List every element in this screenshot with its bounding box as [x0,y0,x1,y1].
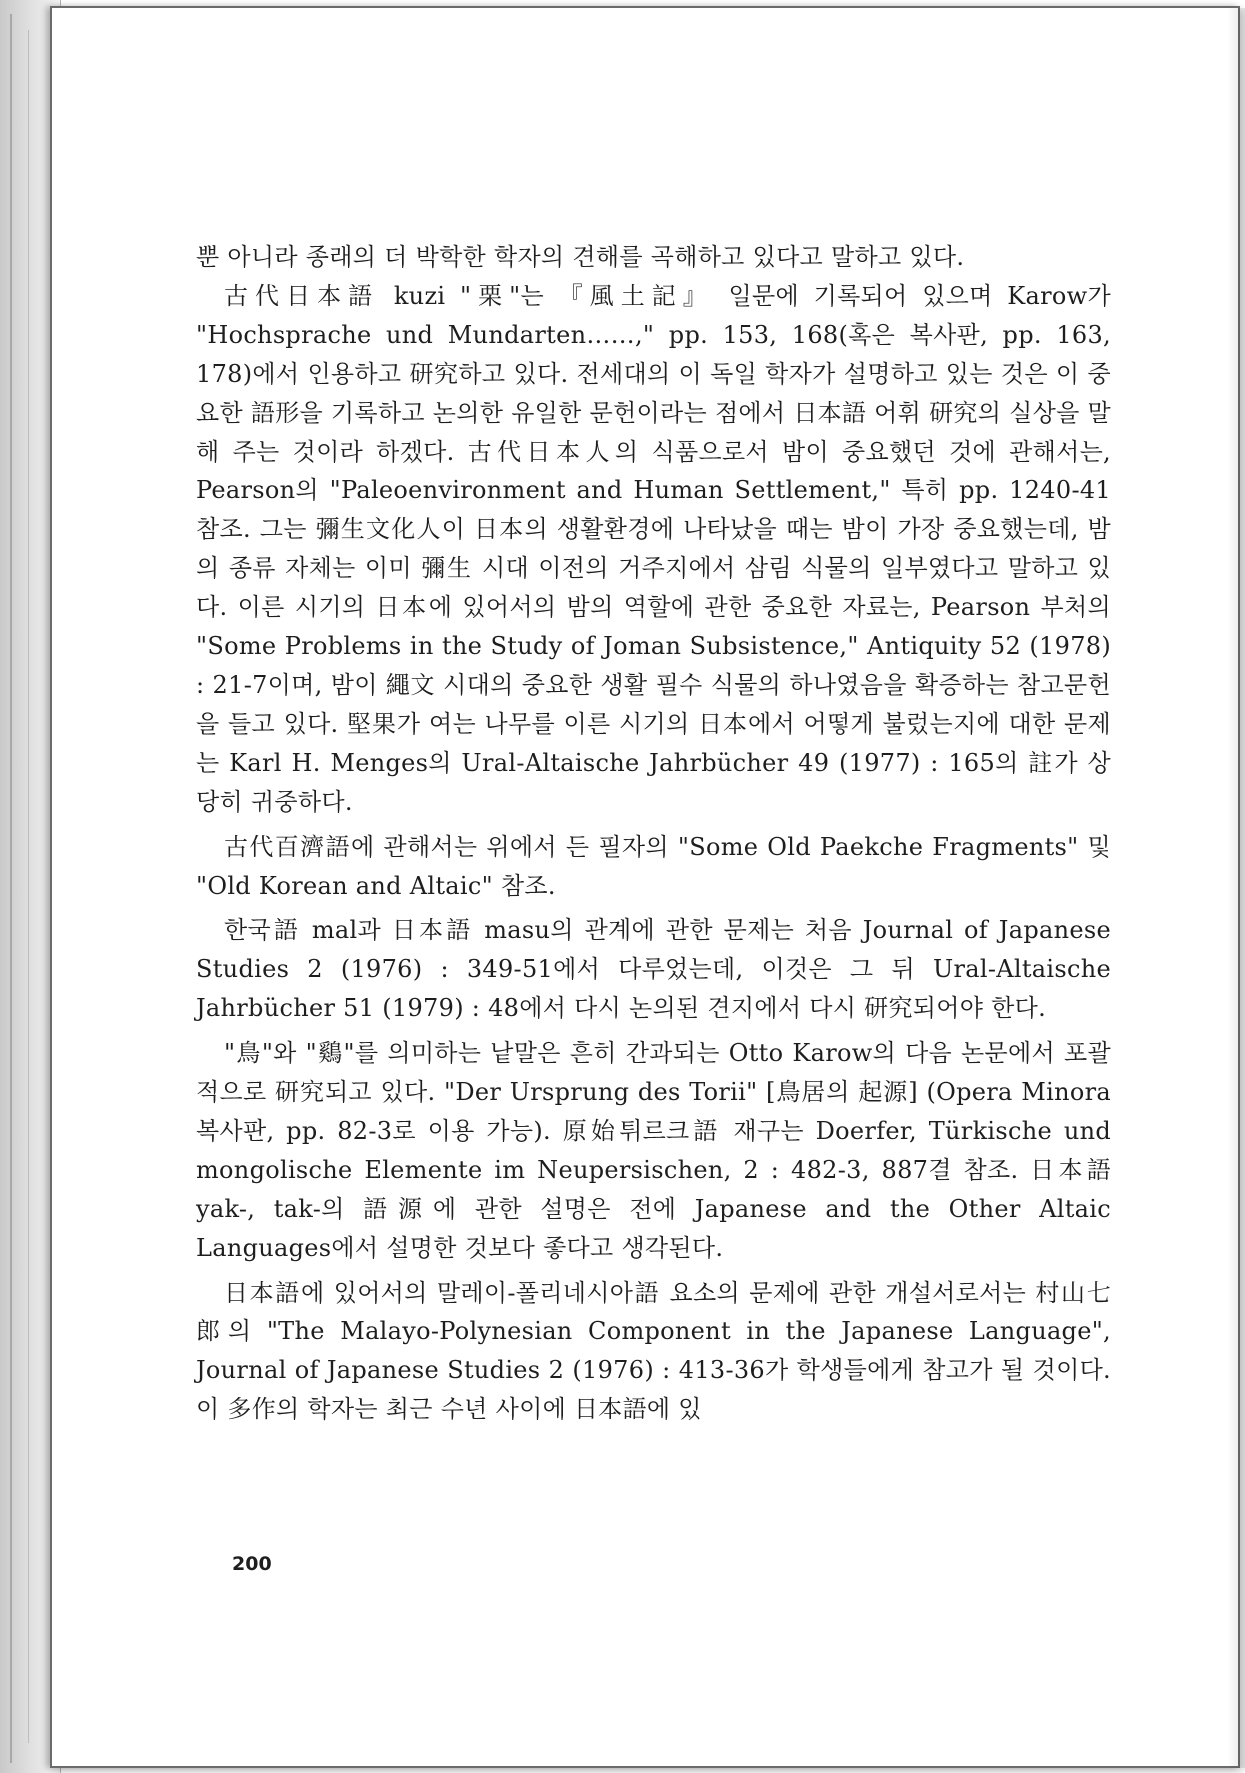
page-number: 200 [232,1553,272,1575]
page-edge-shadow [1227,8,1245,1768]
paragraph: 한국語 mal과 日本語 masu의 관계에 관한 문제는 처음 Journal of Japanese Studies 2 (1976) : 349-51에서 다루었는데, 이것은 그 뒤 Ural-Altaische Jahrbücher 51 (1979) : 48에서 다시 논의된 견지에서 다시 研究되어야 한다. [196,916,1111,1023]
paragraph: 古代百濟語에 관해서는 위에서 든 필자의 "Some Old Paekche Fragments" 및 "Old Korean and Altaic" 참조. [196,832,1111,900]
paragraph: 日本語에 있어서의 말레이-폴리네시아語 요소의 문제에 관한 개설서로서는 村山七郎의 "The Malayo-Polynesian Component in the Japanese Language", Journal of Japanese Studies 2 (1976) : 413-36가 학생들에게 참고가 될 것이다. 이 多作의 학자는 최근 수년 사이에 日本語에 있 [196,1278,1111,1424]
paragraph: 뿐 아니라 종래의 더 박학한 학자의 견해를 곡해하고 있다고 말하고 있다. [196,243,965,271]
paragraph: 古代日本語 kuzi "栗"는 『風土記』 일문에 기록되어 있으며 Karow가 "Hochsprache und Mundarten……," pp. 153, 168(혹은 복사판, pp. 163, 178)에서 인용하고 研究하고 있다. 전세대의 이 독일 학자가 설명하고 있는 것은 이 중요한 語形을 기록하고 논의한 유일한 문헌이라는 점에서 日本語 어휘 研究의 실상을 말해 주는 것이라 하겠다. 古代日本人의 식품으로서 밤이 중요했던 것에 관해서는, Pearson의 "Paleoenvironment and Human Settlement," 특히 pp. 1240-41 참조. 그는 彌生文化人이 日本의 생활환경에 나타났을 때는 밤이 가장 중요했는데, 밤의 종류 자체는 이미 彌生 시대 이전의 거주지에서 삼림 식물의 일부였다고 말하고 있다. 이른 시기의 日本에 있어서의 밤의 역할에 관한 중요한 자료는, Pearson 부처의 "Some Problems in the Study of Joman Subsistence," Antiquity 52 (1978) : 21-7이며, 밤이 繩文 시대의 중요한 생활 필수 식물의 하나였음을 확증하는 참고문헌을 들고 있다. 堅果가 여는 나무를 이른 시기의 日本에서 어떻게 불렀는지에 대한 문제는 Karl H. Menges의 Ural-Altaische Jahrbücher 49 (1977) : 165의 註가 상당히 귀중하다. [196,281,1111,816]
paragraph: "鳥"와 "鷄"를 의미하는 낱말은 흔히 간과되는 Otto Karow의 다음 논문에서 포괄적으로 研究되고 있다. "Der Ursprung des Torii" [鳥居의 起源] (Opera Minora 복사판, pp. 82-3로 이용 가능). 原始튀르크語 재구는 Doerfer, Türkische und mongolische Elemente im Neupersischen, 2 : 482-3, 887결 참조. 日本語 yak-, tak-의 語源에 관한 설명은 전에 Japanese and the Other Altaic Languages에서 설명한 것보다 좋다고 생각된다. [196,1039,1111,1262]
page-body [196,238,1111,1429]
